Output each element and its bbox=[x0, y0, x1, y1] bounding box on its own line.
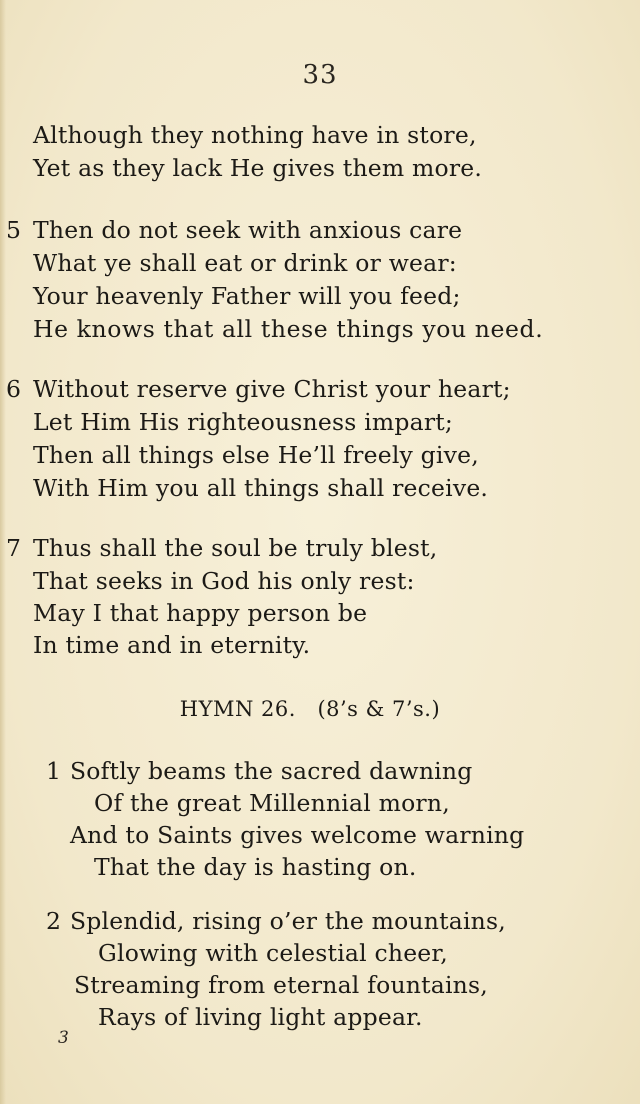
verse-number: 1 bbox=[46, 757, 61, 785]
verse-line: May I that happy person be bbox=[33, 599, 368, 627]
verse-number: 2 bbox=[46, 907, 61, 935]
verse-line: That the day is hasting on. bbox=[94, 853, 417, 881]
verse-line: What ye shall eat or drink or wear: bbox=[33, 249, 457, 277]
verse-line: Then all things else He’ll freely give, bbox=[33, 441, 479, 469]
verse-line: Splendid, rising o’er the mountains, bbox=[70, 907, 506, 935]
verse-line: Although they nothing have in store, bbox=[33, 121, 477, 149]
verse-number: 6 bbox=[6, 375, 21, 403]
verse-line: Rays of living light appear. bbox=[98, 1003, 423, 1031]
verse-number: 5 bbox=[6, 216, 21, 244]
verse-line: Then do not seek with anxious care bbox=[33, 216, 463, 244]
verse-line: Streaming from eternal fountains, bbox=[74, 971, 488, 999]
verse-line: And to Saints gives welcome warning bbox=[70, 821, 525, 849]
hymn-title: HYMN 26. (8’s & 7’s.) bbox=[179, 697, 441, 721]
verse-line: With Him you all things shall receive. bbox=[33, 474, 489, 502]
page-number: 33 bbox=[302, 60, 338, 90]
verse-line: Thus shall the soul be truly blest, bbox=[33, 534, 438, 562]
verse-line: Let Him His righteousness impart; bbox=[33, 408, 454, 436]
verse-number: 7 bbox=[6, 534, 21, 562]
verse-line: Softly beams the sacred dawning bbox=[70, 757, 473, 785]
signature-mark: 3 bbox=[58, 1028, 69, 1048]
verse-line: Yet as they lack He gives them more. bbox=[33, 154, 483, 182]
verse-line: Without reserve give Christ your heart; bbox=[33, 375, 511, 403]
verse-line: In time and in eternity. bbox=[33, 631, 311, 659]
verse-line: Your heavenly Father will you feed; bbox=[33, 282, 461, 310]
verse-line: Glowing with celestial cheer, bbox=[98, 939, 448, 967]
verse-line: That seeks in God his only rest: bbox=[33, 567, 415, 595]
verse-line: Of the great Millennial morn, bbox=[94, 789, 450, 817]
verse-line: He knows that all these things you need. bbox=[33, 315, 544, 343]
